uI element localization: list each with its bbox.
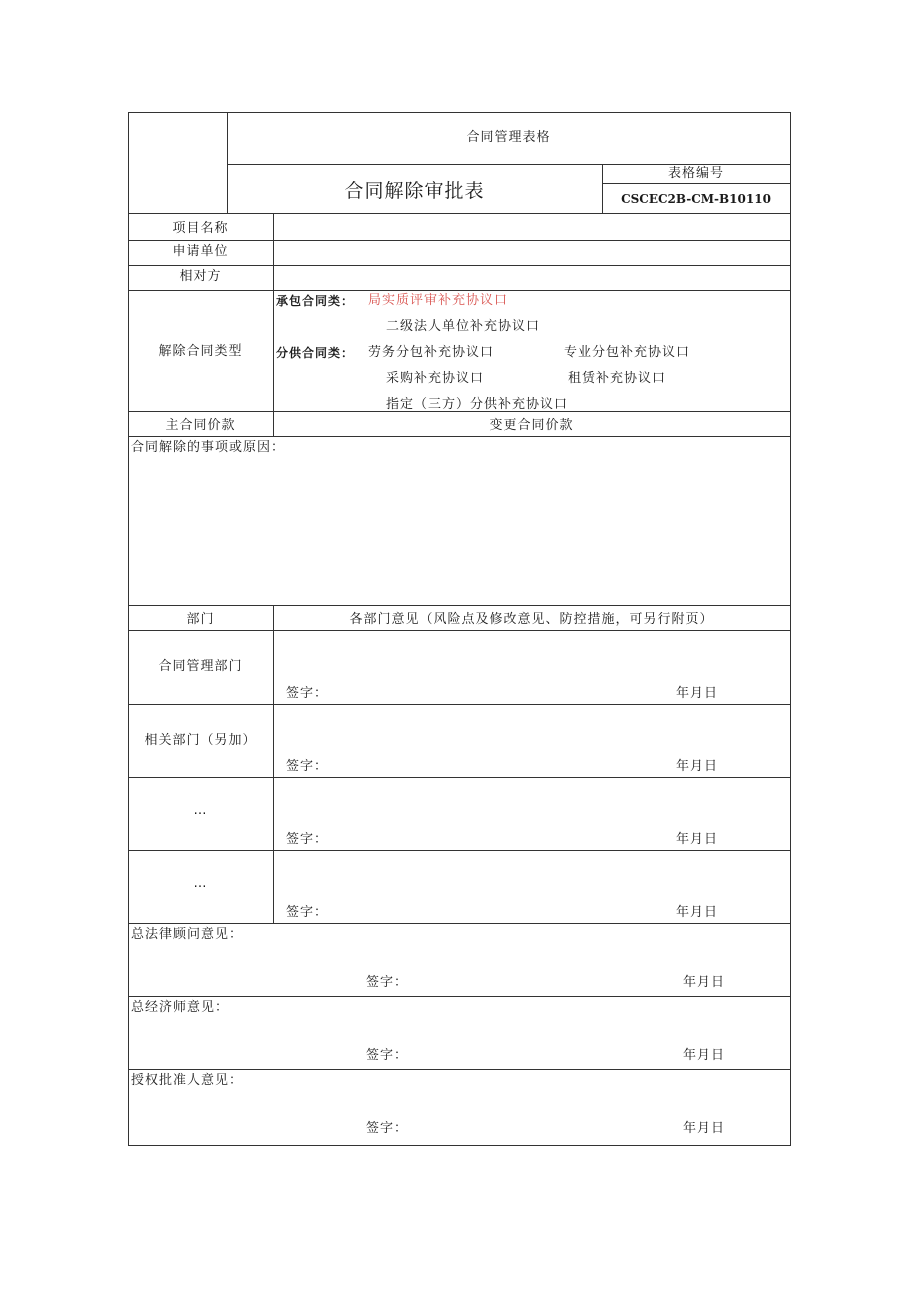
- approval-sign: 签字：: [366, 1121, 409, 1136]
- info-col-divider: [273, 213, 274, 437]
- header-bottom-line: [128, 213, 791, 214]
- approval-line-1: [128, 996, 791, 997]
- dept-name: …: [193, 876, 208, 891]
- main-contract-label: 承包合同类：: [276, 294, 355, 308]
- approval-date: 年月日: [683, 1048, 726, 1063]
- option-main-1[interactable]: 局实质评审补充协议口: [368, 293, 509, 308]
- option-sub-4[interactable]: 租赁补充协议口: [568, 371, 667, 386]
- form-code-label: 表格编号: [667, 166, 724, 181]
- dept-date: 年月日: [676, 759, 719, 774]
- reason-bottom-line: [128, 605, 791, 606]
- approval-label: 总法律顾问意见：: [131, 927, 244, 942]
- label-main-price: 主合同价款: [165, 418, 236, 433]
- row-line-3: [128, 290, 791, 291]
- dept-col-divider: [273, 605, 274, 923]
- form-code-value: CSCEC2B-CM-B10110: [621, 192, 771, 206]
- row-line-5: [128, 436, 791, 437]
- border-bottom: [128, 1145, 791, 1146]
- form-title: 合同解除审批表: [344, 180, 485, 202]
- border-right: [790, 112, 791, 1146]
- row-line-1: [128, 240, 791, 241]
- label-applicant-unit: 申请单位: [172, 244, 229, 259]
- dept-name: 合同管理部门: [158, 659, 243, 674]
- approval-line-2: [128, 1069, 791, 1070]
- option-sub-1[interactable]: 劳务分包补充协议口: [368, 345, 495, 360]
- dept-name: …: [193, 803, 208, 818]
- dept-row-line-4: [128, 923, 791, 924]
- row-line-2: [128, 265, 791, 266]
- approval-sign: 签字：: [366, 1048, 409, 1063]
- label-reason: 合同解除的事项或原因：: [131, 440, 286, 455]
- label-termination-type: 解除合同类型: [158, 344, 243, 359]
- border-left: [128, 112, 129, 1146]
- label-counterparty: 相对方: [179, 269, 222, 284]
- approval-date: 年月日: [683, 975, 726, 990]
- dept-row-line-3: [128, 850, 791, 851]
- label-change-price: 变更合同价款: [489, 418, 574, 433]
- label-project-name: 项目名称: [172, 221, 229, 236]
- option-sub-5[interactable]: 指定（三方）分供补充协议口: [386, 397, 569, 412]
- dept-name: 相关部门（另加）: [144, 733, 257, 748]
- dept-date: 年月日: [676, 905, 719, 920]
- dept-sign: 签字：: [286, 905, 329, 920]
- option-sub-2[interactable]: 专业分包补充协议口: [564, 345, 691, 360]
- dept-sign: 签字：: [286, 686, 329, 701]
- dept-date: 年月日: [676, 686, 719, 701]
- option-sub-3[interactable]: 采购补充协议口: [386, 371, 485, 386]
- header-mid-line: [227, 164, 791, 165]
- approval-label: 授权批准人意见：: [131, 1073, 244, 1088]
- option-main-2[interactable]: 二级法人单位补充协议口: [386, 319, 541, 334]
- approval-sign: 签字：: [366, 975, 409, 990]
- dept-header-line: [128, 630, 791, 631]
- approval-date: 年月日: [683, 1121, 726, 1136]
- col-header-opinion: 各部门意见（风险点及修改意见、防控措施，可另行附页）: [349, 612, 714, 627]
- dept-sign: 签字：: [286, 759, 329, 774]
- sub-contract-label: 分供合同类：: [276, 346, 355, 360]
- form-category: 合同管理表格: [466, 130, 551, 145]
- dept-row-line-1: [128, 704, 791, 705]
- header-code-line: [602, 183, 791, 184]
- dept-row-line-2: [128, 777, 791, 778]
- dept-date: 年月日: [676, 832, 719, 847]
- dept-sign: 签字：: [286, 832, 329, 847]
- col-header-dept: 部门: [186, 612, 215, 627]
- approval-label: 总经济师意见：: [131, 1000, 230, 1015]
